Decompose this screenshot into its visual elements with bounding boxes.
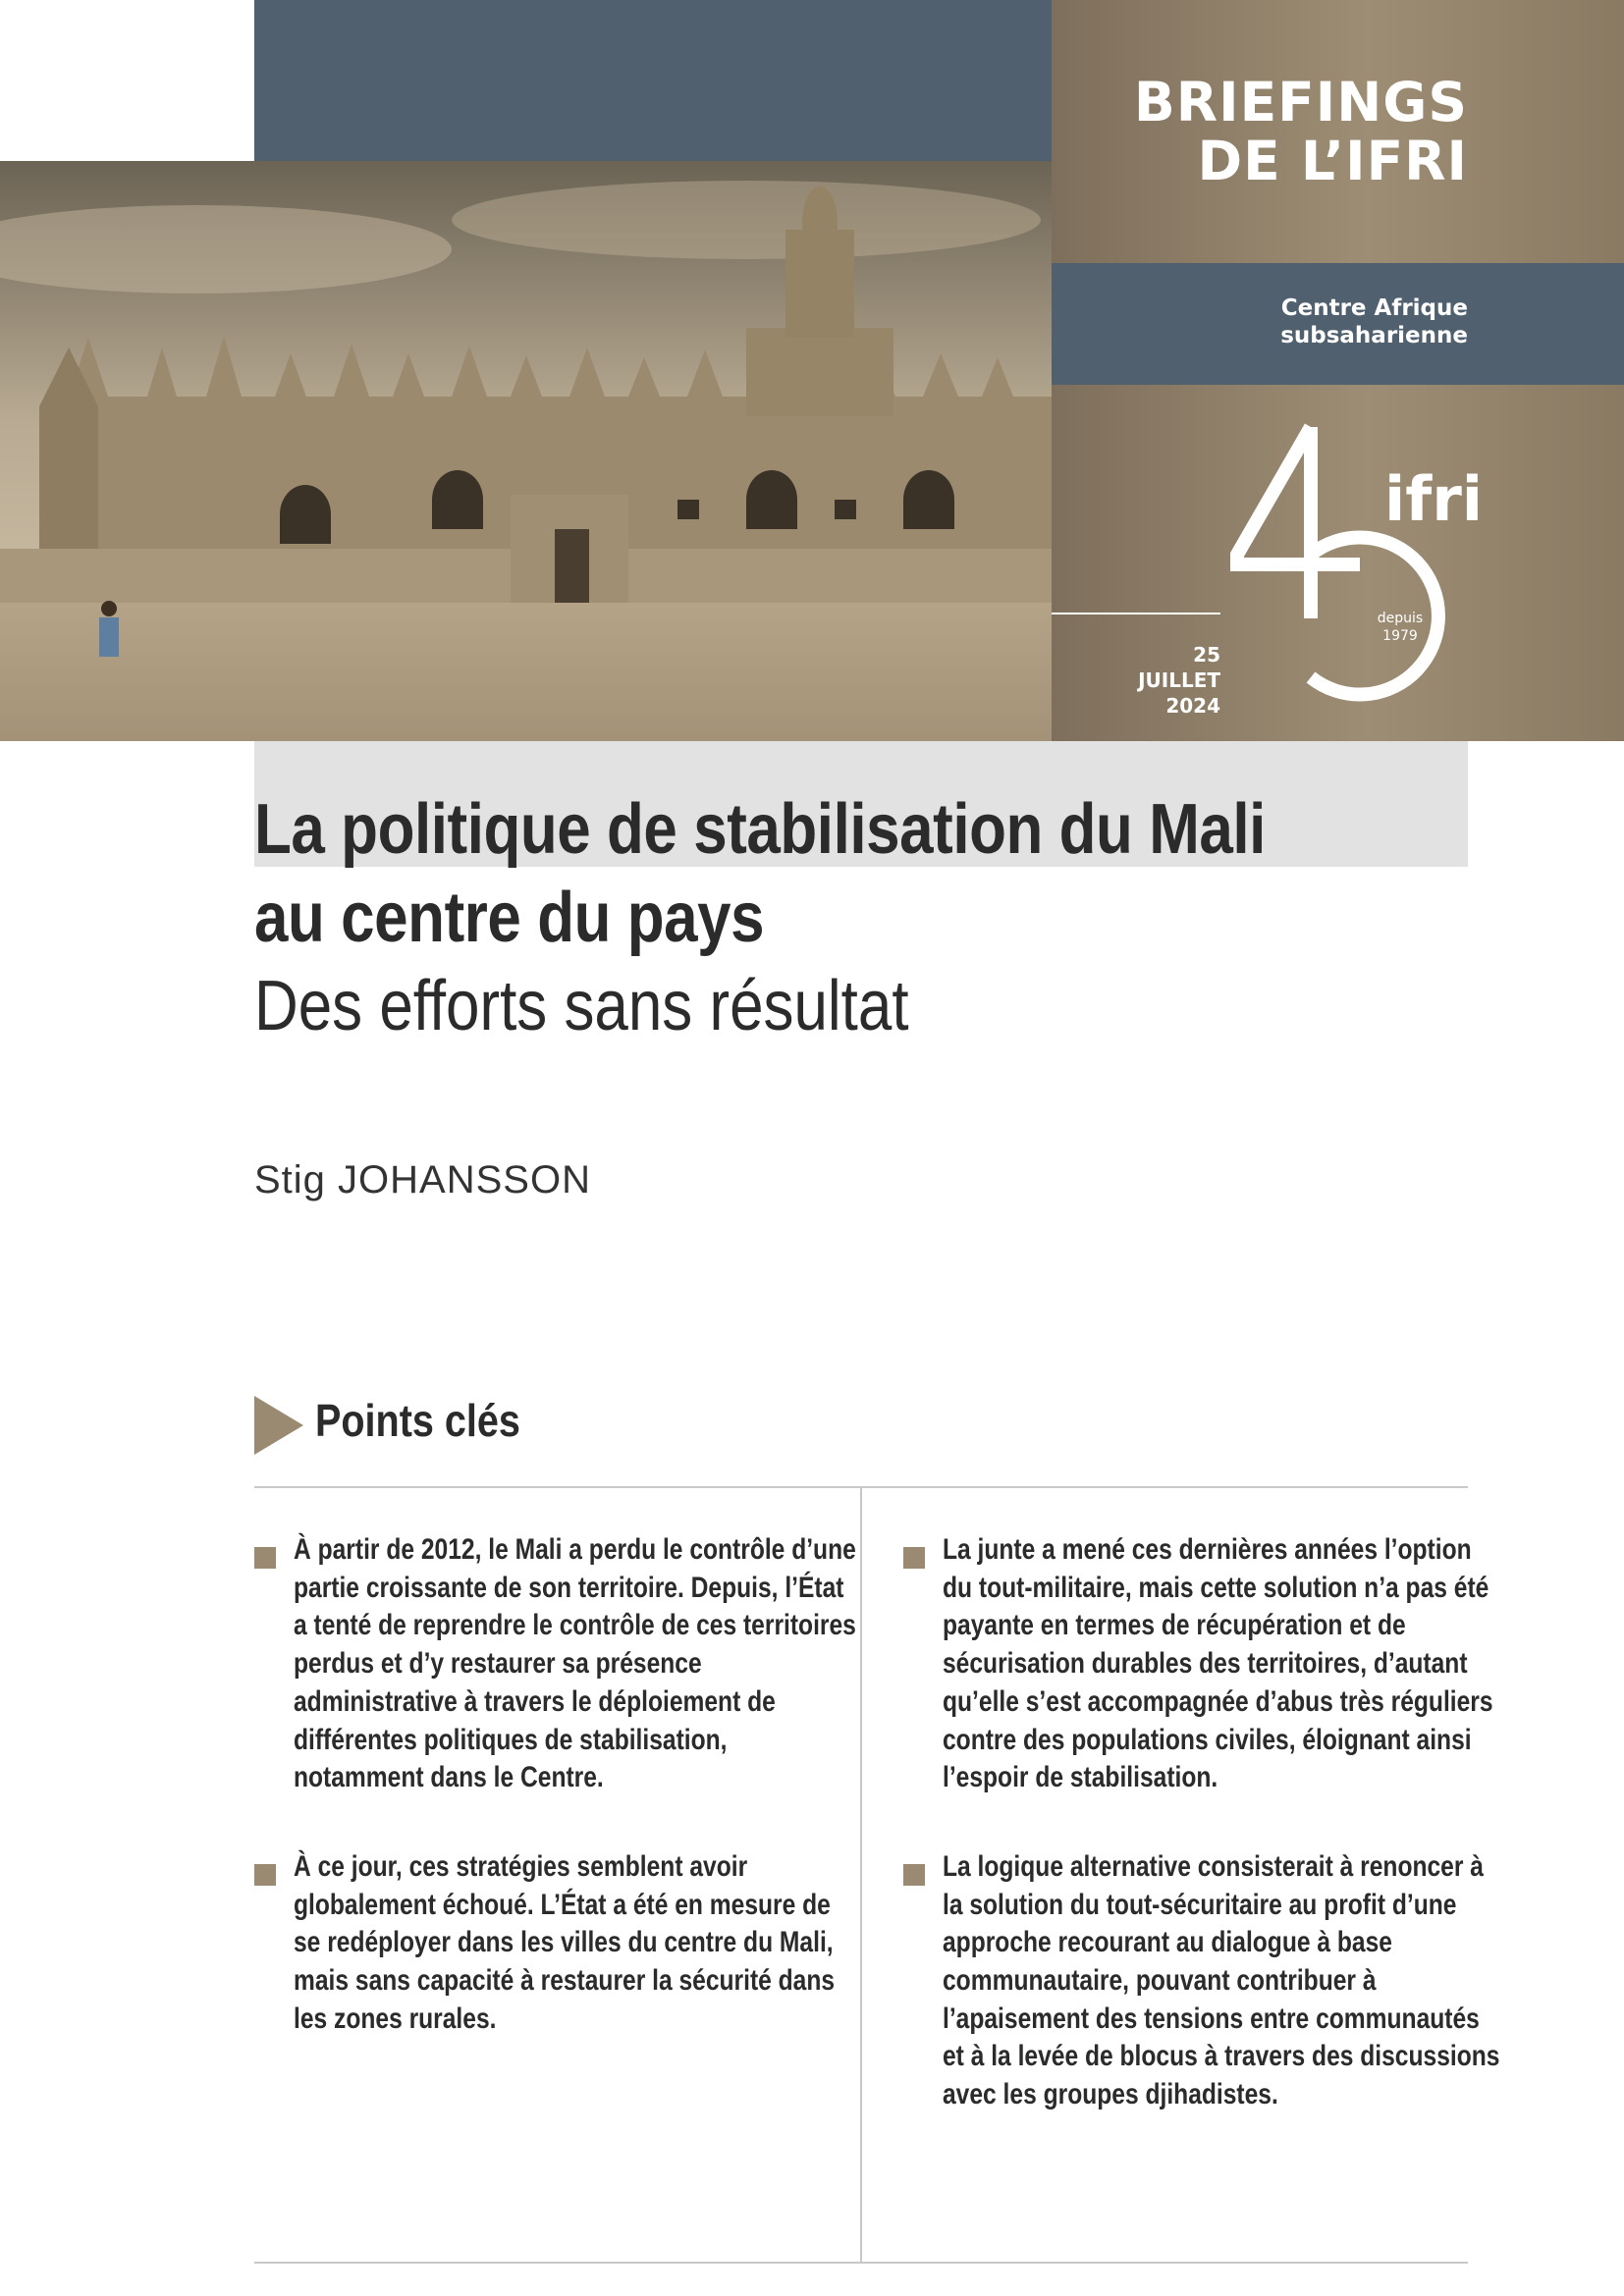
- mud-mosque-photo: [0, 161, 1052, 741]
- square-bullet-icon: [903, 1547, 925, 1569]
- series-title-line2: DE L’IFRI: [1197, 130, 1468, 192]
- key-point-item: [254, 1531, 856, 1797]
- center-name-line2: subsaharienne: [1280, 323, 1468, 348]
- header-slate-band: [254, 0, 1052, 161]
- author-name: Stig JOHANSSON: [254, 1158, 591, 1201]
- key-point-item: [254, 1848, 834, 2039]
- key-point-text: La logique alternative consisterait à renoncer à la solution du tout-sécuritaire au profit d’une approche recourant au dialogue à base communautaire, pouvant contribuer à l’apaisement des tensions entre communautés et à la levée de blocus à travers des discussions avec les groupes djihadistes.: [943, 1849, 1500, 2111]
- center-name-line1: Centre Afrique: [1280, 295, 1468, 321]
- ifri-45-logo: [1218, 422, 1483, 707]
- date-day: 25: [1193, 643, 1220, 667]
- key-point-text: À partir de 2012, le Mali a perdu le contrôle d’une partie croissante de son territoire. Depuis, l’État a tenté de reprendre le contrôle de ces territoires perdus et d’y restaurer sa présence administrative à travers le déploiement de différentes politiques de stabilisation, notamment dans le Centre.: [294, 1533, 856, 1794]
- series-title-line1: BRIEFINGS: [1133, 71, 1468, 133]
- key-point-item: [903, 1531, 1493, 1797]
- square-bullet-icon: [903, 1864, 925, 1886]
- publication-date: [1080, 642, 1220, 719]
- square-bullet-icon: [254, 1547, 276, 1569]
- date-year: 2024: [1165, 694, 1220, 718]
- document-title: La politique de stabilisation du Mali au centre du pays: [254, 790, 1266, 957]
- key-points-bottom-rule: [254, 2262, 1468, 2264]
- key-points-heading: Points clés: [315, 1395, 520, 1446]
- document-subtitle: Des efforts sans résultat: [254, 967, 909, 1045]
- logo-since-year: 1979: [1382, 628, 1418, 644]
- key-point-text: À ce jour, ces stratégies semblent avoir globalement échoué. L’État a été en mesure de se redéployer dans les villes du centre du Mali, mais sans capacité à restaurer la sécurité dans les zones rurales.: [294, 1849, 836, 2035]
- key-points-left-column: [254, 1531, 856, 2089]
- play-arrow-icon: [254, 1396, 303, 1455]
- logo-wordmark: ifri: [1384, 463, 1483, 535]
- series-title: [1134, 73, 1468, 190]
- date-month: JUILLET: [1138, 668, 1220, 692]
- column-divider: [860, 1488, 862, 2262]
- key-point-item: [903, 1848, 1500, 2114]
- key-point-text: La junte a mené ces dernières années l’option du tout-militaire, mais cette solution n’a pas été payante en termes de récupération et de sécurisation durables des territoires, d’autant qu’elle s’est accompagnée d’abus très réguliers contre des populations civiles, éloignant ainsi l’espoir de stabilisation.: [943, 1533, 1493, 1794]
- key-points-right-column: [903, 1531, 1500, 2165]
- logo-since-label: depuis: [1377, 611, 1424, 626]
- square-bullet-icon: [254, 1864, 276, 1886]
- research-center-name: [1280, 294, 1468, 349]
- date-rule: [1052, 613, 1220, 614]
